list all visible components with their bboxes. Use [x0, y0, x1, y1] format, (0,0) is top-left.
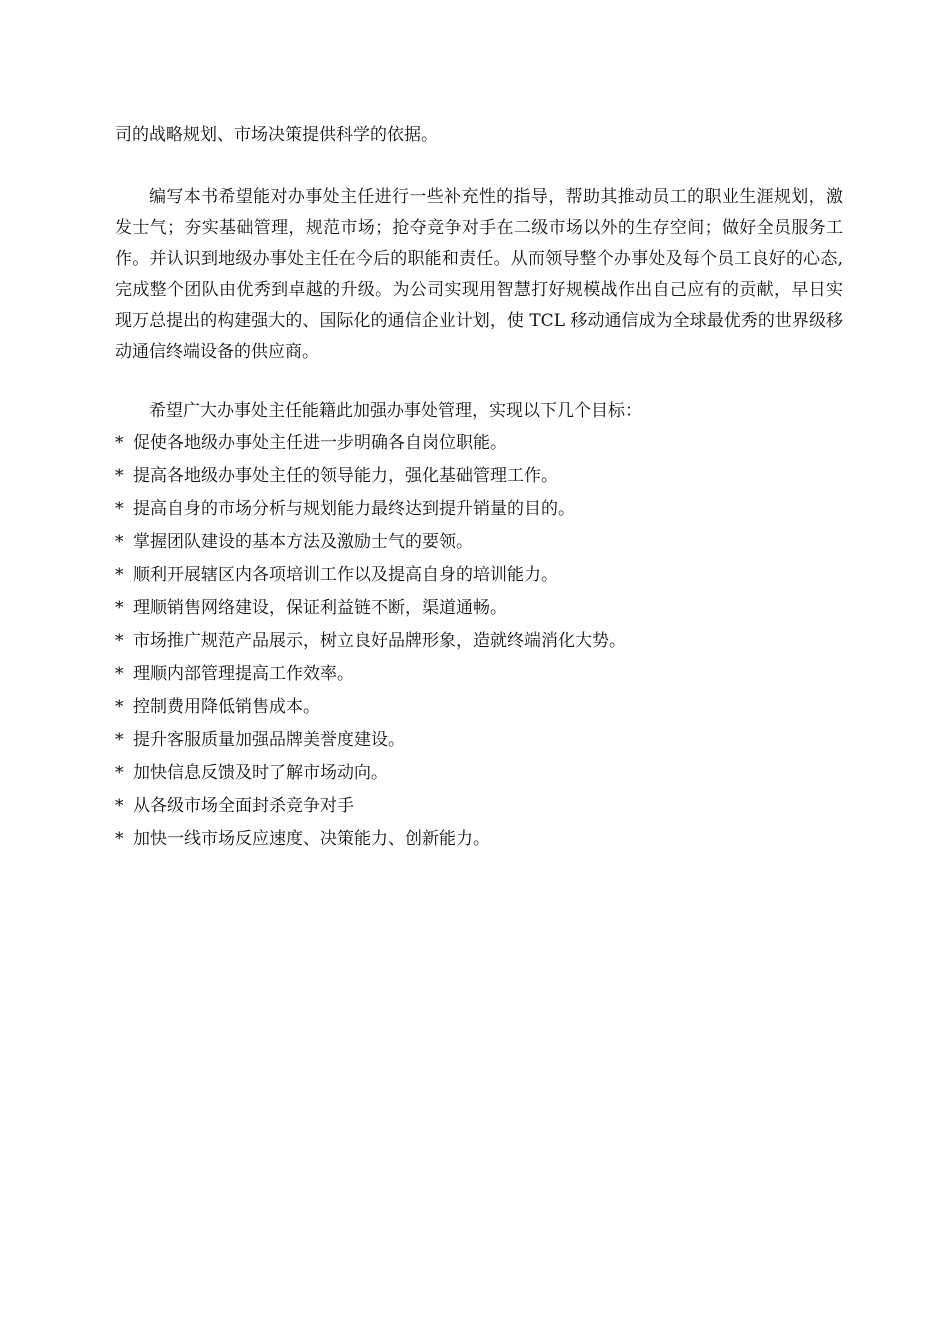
bullet-symbol: *: [115, 499, 124, 519]
bullet-symbol: *: [115, 532, 124, 552]
goal-list-item: [115, 526, 843, 559]
bullet-symbol: *: [115, 433, 124, 453]
main-paragraph: 编写本书希望能对办事处主任进行一些补充性的指导，帮助其推动员工的职业生涯规划，激发士气；夯实基础管理，规范市场；抢夺竞争对手在二级市场以外的生存空间；做好全员服务工作。并认识到地级办事处主任在今后的职能和责任。从而领导整个办事处及每个员工良好的心态,完成整个团队由优秀到卓越的升级。为公司实现用智慧打好规模战作出自己应有的贡献，早日实现万总提出的构建强大的、国际化的通信企业计划，使 TCL 移动通信成为全球最优秀的世界级移动通信终端设备的供应商。: [115, 187, 843, 362]
goal-list-item: [115, 625, 843, 658]
goal-list-item: [115, 592, 843, 625]
bullet-symbol: *: [115, 796, 124, 816]
goal-list-item: [115, 790, 843, 823]
goal-list-item: [115, 823, 843, 856]
bullet-symbol: *: [115, 598, 124, 618]
bullet-symbol: *: [115, 763, 124, 783]
bullet-symbol: *: [115, 631, 124, 651]
goal-text: 理顺内部管理提高工作效率。: [133, 664, 354, 684]
goal-list-item: [115, 493, 843, 526]
goal-text: 促使各地级办事处主任进一步明确各自岗位职能。: [133, 433, 507, 453]
goal-text: 加快信息反馈及时了解市场动向。: [133, 763, 388, 783]
goal-text: 提高自身的市场分析与规划能力最终达到提升销量的目的。: [133, 499, 575, 519]
goal-list-item: [115, 427, 843, 460]
bullet-symbol: *: [115, 664, 124, 684]
bullet-symbol: *: [115, 730, 124, 750]
goal-intro-paragraph: 希望广大办事处主任能籍此加强办事处管理，实现以下几个目标：: [149, 401, 642, 421]
goal-text: 从各级市场全面封杀竞争对手: [133, 796, 354, 816]
goal-text: 市场推广规范产品展示，树立良好品牌形象，造就终端消化大势。: [133, 631, 626, 651]
intro-continuation-paragraph: 司的战略规划、市场决策提供科学的依据。: [115, 125, 438, 145]
goal-text: 加快一线市场反应速度、决策能力、创新能力。: [133, 829, 490, 849]
goal-list-item: [115, 724, 843, 757]
bullet-symbol: *: [115, 829, 124, 849]
goal-text: 理顺销售网络建设，保证利益链不断，渠道通畅。: [133, 598, 507, 618]
goal-text: 顺利开展辖区内各项培训工作以及提高自身的培训能力。: [133, 565, 558, 585]
goal-list-item: [115, 658, 843, 691]
goal-text: 掌握团队建设的基本方法及激励士气的要领。: [133, 532, 473, 552]
goal-text: 提高各地级办事处主任的领导能力，强化基础管理工作。: [133, 466, 558, 486]
goal-list-item: [115, 460, 843, 493]
bullet-symbol: *: [115, 565, 124, 585]
goal-list-item: [115, 757, 843, 790]
goal-text: 提升客服质量加强品牌美誉度建设。: [133, 730, 405, 750]
goal-list-item: [115, 559, 843, 592]
bullet-symbol: *: [115, 697, 124, 717]
bullet-symbol: *: [115, 466, 124, 486]
goal-list-item: [115, 691, 843, 724]
goal-list: [115, 427, 843, 856]
goal-text: 控制费用降低销售成本。: [133, 697, 320, 717]
